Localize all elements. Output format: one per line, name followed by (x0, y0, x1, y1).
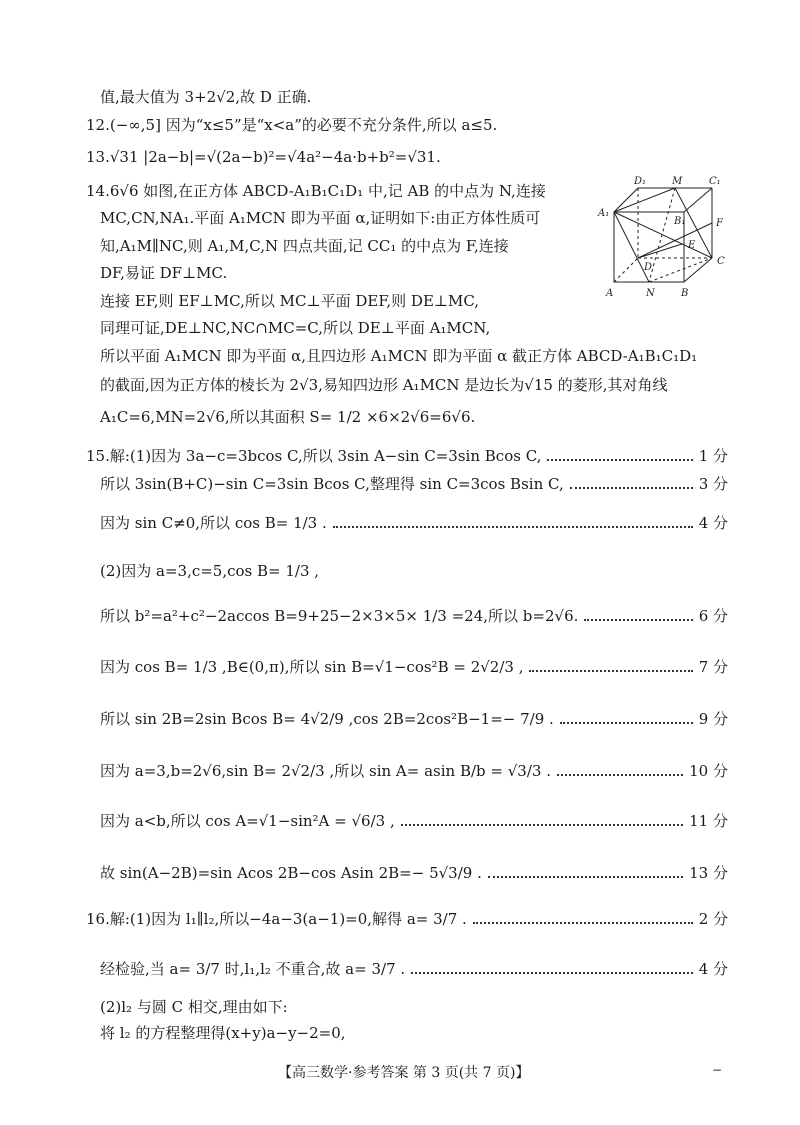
step-points: 4 分 (698, 960, 728, 978)
text-line: DF,易证 DF⊥MC. (100, 264, 228, 282)
leader-dots (557, 773, 683, 776)
score-line (100, 810, 728, 832)
step-points: 10 分 (689, 762, 728, 780)
label-f: F (716, 218, 723, 229)
step-points: 9 分 (698, 710, 728, 728)
step-text: 所以 sin 2B=2sin Bcos B= 4√2/9 ,cos 2B=2cos²B−1=− 7/9 . (100, 710, 554, 728)
label-a: A (606, 288, 614, 299)
label-m: M (672, 176, 683, 187)
step-text: 故 sin(A−2B)=sin Acos 2B−cos Asin 2B=− 5√3/9 . (100, 864, 482, 882)
page-footer: 【高三数学·参考答案 第 3 页(共 7 页)】 (278, 1065, 530, 1081)
answer-12: 12.(−∞,5] 因为“x≤5”是“x<a”的必要不充分条件,所以 a≤5. (86, 116, 498, 134)
leader-dots (570, 486, 693, 489)
label-d1: D₁ (634, 176, 647, 187)
label-a1: A₁ (598, 208, 610, 219)
label-n: N (646, 288, 655, 299)
score-line (100, 708, 728, 730)
step-text: 因为 sin C≠0,所以 cos B= 1/3 . (100, 514, 327, 532)
leader-dots (560, 721, 693, 724)
score-line (100, 958, 728, 980)
step-text: 经检验,当 a= 3/7 时,l₁,l₂ 不重合,故 a= 3/7 . (100, 960, 406, 978)
step-points: 6 分 (698, 607, 728, 625)
answer-14: 14.6√6 如图,在正方体 ABCD-A₁B₁C₁D₁ 中,记 AB 的中点为 N,连接 (86, 182, 546, 200)
leader-dots (401, 823, 683, 826)
step-points: 7 分 (698, 658, 728, 676)
text-line: 将 l₂ 的方程整理得(x+y)a−y−2=0, (100, 1024, 346, 1042)
score-line (100, 760, 728, 782)
step-text: 因为 a=3,b=2√6,sin B= 2√2/3 ,所以 sin A= asin B/b = √3/3 . (100, 762, 551, 780)
text-line: (2)因为 a=3,c=5,cos B= 1/3 , (100, 562, 320, 580)
step-text: 因为 a<b,所以 cos A=√1−sin²A = √6/3 , (100, 812, 395, 830)
text-line: MC,CN,NA₁.平面 A₁MCN 即为平面 α,证明如下:由正方体性质可 (100, 209, 541, 227)
step-points: 13 分 (689, 864, 728, 882)
step-text: 所以 3sin(B+C)−sin C=3sin Bcos C,整理得 sin C=3cos Bsin C, (100, 475, 564, 493)
label-b1: B₁ (674, 216, 686, 227)
step-text: 15.解:(1)因为 3a−c=3bcos C,所以 3sin A−sin C=3sin Bcos C, (86, 447, 542, 465)
leader-dots (529, 669, 692, 672)
label-d: D (644, 262, 653, 273)
label-e: E (688, 240, 696, 251)
score-line (100, 862, 728, 884)
answer-13: 13.√31 |2a−b|=√(2a−b)²=√4a²−4a·b+b²=√31. (86, 148, 441, 166)
score-line (100, 656, 728, 678)
leader-dots (584, 618, 692, 621)
text-line: 所以平面 A₁MCN 即为平面 α,且四边形 A₁MCN 即为平面 α 截正方体 ABCD-A₁B₁C₁D₁ (100, 347, 698, 365)
step-text: 所以 b²=a²+c²−2accos B=9+25−2×3×5× 1/3 =24,所以 b=2√6. (100, 607, 579, 625)
text-line: 知,A₁M∥NC,则 A₁,M,C,N 四点共面,记 CC₁ 的中点为 F,连接 (100, 237, 509, 255)
step-text: 因为 cos B= 1/3 ,B∈(0,π),所以 sin B=√1−cos²B = 2√2/3 , (100, 658, 524, 676)
text-line: (2)l₂ 与圆 C 相交,理由如下: (100, 998, 288, 1016)
label-c1: C₁ (709, 176, 721, 187)
text-line: 的截面,因为正方体的棱长为 2√3,易知四边形 A₁MCN 是边长为√15 的菱形,其对角线 (100, 376, 668, 394)
score-line (100, 605, 728, 627)
step-points: 2 分 (698, 910, 728, 928)
label-c: C (717, 256, 725, 267)
step-points: 4 分 (698, 514, 728, 532)
score-line (100, 512, 728, 534)
step-points: 1 分 (698, 447, 728, 465)
score-line (100, 473, 728, 495)
step-points: 11 分 (689, 812, 728, 830)
cube-figure (596, 174, 730, 302)
step-points: 3 分 (698, 475, 728, 493)
text-line: 连接 EF,则 EF⊥MC,所以 MC⊥平面 DEF,则 DE⊥MC, (100, 292, 480, 310)
corner-mark: − (712, 1063, 723, 1077)
text-line: A₁C=6,MN=2√6,所以其面积 S= 1/2 ×6×2√6=6√6. (100, 408, 476, 426)
label-b: B (681, 288, 689, 299)
text-line: 同理可证,DE⊥NC,NC∩MC=C,所以 DE⊥平面 A₁MCN, (100, 319, 491, 337)
leader-dots (547, 458, 692, 461)
step-text: 16.解:(1)因为 l₁∥l₂,所以−4a−3(a−1)=0,解得 a= 3/7 . (86, 910, 467, 928)
score-line (86, 908, 728, 930)
leader-dots (473, 921, 693, 924)
leader-dots (333, 525, 693, 528)
score-line (86, 445, 728, 467)
leader-dots (411, 971, 693, 974)
text-line: 值,最大值为 3+2√2,故 D 正确. (100, 88, 312, 106)
leader-dots (488, 875, 683, 878)
